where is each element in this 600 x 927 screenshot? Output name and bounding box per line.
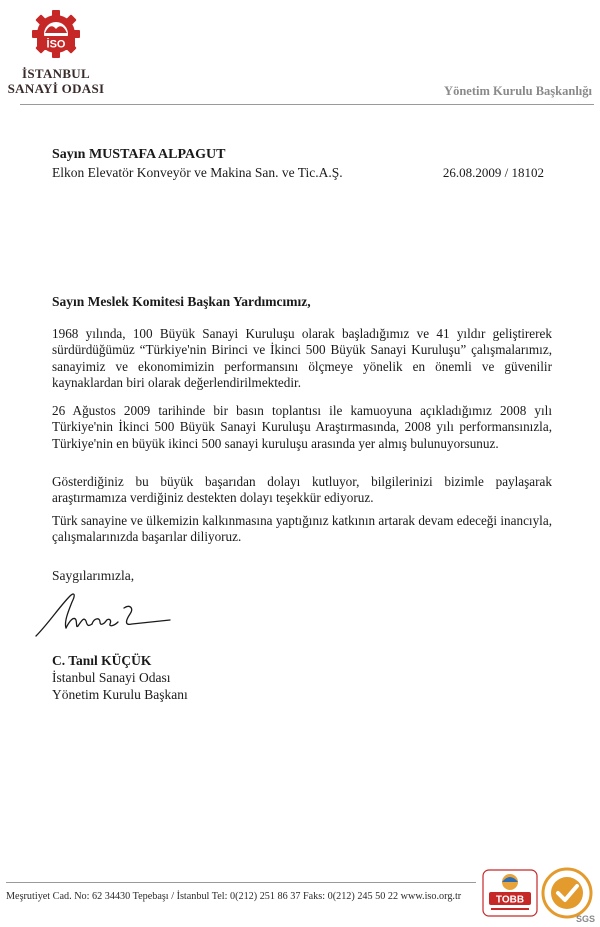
tobb-logo-text: TOBB [495, 894, 525, 906]
closing: Saygılarımızla, [52, 568, 135, 583]
paragraph-3: Gösterdiğiniz bu büyük başarıdan dolayı kutluyor, bilgilerinizi bizimle paylaşarak araştırmamıza verdiğiniz destekten dolayı teşekkür ediyoruz. [52, 474, 552, 506]
handwritten-signature [30, 584, 200, 644]
sgs-label: SGS [575, 914, 595, 924]
footer-divider [6, 882, 476, 883]
signatory-title: Yönetim Kurulu Başkanı [52, 687, 188, 702]
organization-name [0, 66, 112, 96]
sgs-certification-seal [540, 866, 598, 924]
footer-address: Meşrutiyet Cad. No: 62 34430 Tepebaşı / İstanbul Tel: 0(212) 251 86 37 Faks: 0(212) 245 50 22 www.iso.org.tr [6, 891, 462, 902]
org-name-line2: SANAYİ ODASI [7, 81, 105, 96]
iso-gear-logo [28, 8, 84, 68]
date-reference: 26.08.2009 / 18102 [442, 165, 544, 180]
logo-text: İSO [46, 38, 66, 51]
salutation: Sayın Meslek Komitesi Başkan Yardımcımız, [52, 294, 311, 309]
header-divider [20, 104, 594, 105]
recipient-name: Sayın MUSTAFA ALPAGUT [52, 147, 226, 162]
org-name-line1: İSTANBUL [22, 66, 90, 81]
paragraph-1: 1968 yılında, 100 Büyük Sanayi Kuruluşu olarak başladığımız ve 41 yıldır geliştirerek sürdürdüğümüz “Türkiye'nin Birinci ve İkinci 500 Büyük Sanayi Kuruluşu” çalışmalarımız, sanayimiz ve ekonomimizin performansını ölçmeye yönelik en önemli ve güvenilir kaynaklardan biri olarak değerlendirilmektedir. [52, 326, 552, 390]
signatory-name: C. Tanıl KÜÇÜK [52, 653, 152, 668]
recipient-company: Elkon Elevatör Konveyör ve Makina San. ve Tic.A.Ş. [52, 165, 343, 180]
paragraph-4: Türk sanayine ve ülkemizin kalkınmasına yaptığınız katkının artarak devam edeceği inancıyla, çalışmalarınızda başarılar diliyoruz. [52, 513, 552, 545]
tobb-logo [481, 868, 539, 918]
signatory-organization: İstanbul Sanayi Odası [52, 670, 171, 685]
paragraph-2: 26 Ağustos 2009 tarihinde bir basın toplantısı ile kamuoyuna açıkladığımız 2008 yılı Türkiye'nin İkinci 500 Büyük Sanayi Kuruluşu Araştırmasında, 2008 yılı performansınızla, Türkiye'nin en büyük ikinci 500 sanayi kuruluşu arasında yer almış bulunuyorsunuz. [52, 403, 552, 451]
department-title: Yönetim Kurulu Başkanlığı [444, 84, 592, 98]
